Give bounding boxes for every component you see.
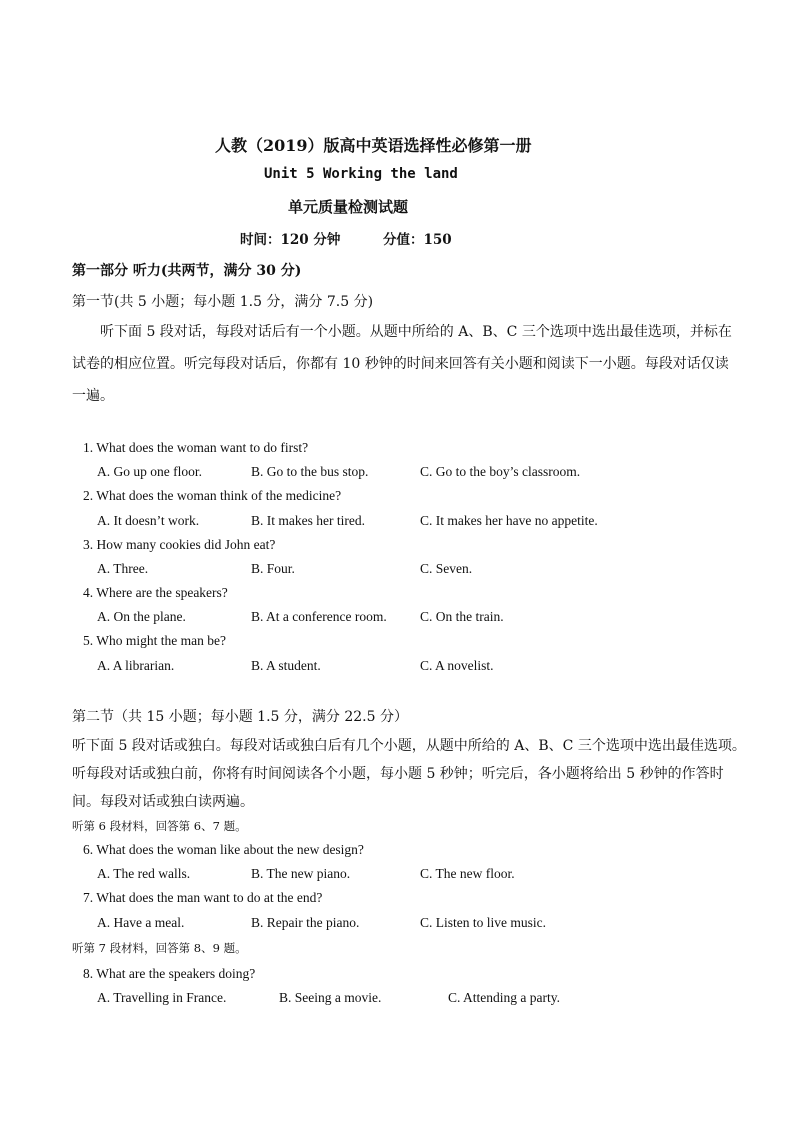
group-label: 听第 7 段材料，回答第 8、9 题。	[72, 941, 247, 955]
group-label: 听第 6 段材料，回答第 6、7 题。	[72, 819, 247, 833]
unit-title: Unit 5 Working the land	[264, 166, 458, 182]
part1-heading: 第一部分 听力(共两节，满分 30 分)	[72, 263, 302, 279]
option-c: C. It makes her have no appetite.	[420, 513, 598, 528]
question-text: 7. What does the man want to do at the end?	[83, 890, 323, 905]
option-c: C. Listen to live music.	[420, 915, 546, 930]
option-b: B. A student.	[251, 658, 321, 673]
option-a: A. Three.	[97, 561, 149, 576]
option-a: A. A librarian.	[97, 658, 175, 673]
option-c: C. On the train.	[420, 609, 504, 624]
exam-time: 时间：120 分钟	[240, 232, 341, 248]
section1-instruction-line: 听下面 5 段对话，每段对话后有一个小题。从题中所给的 A、B、C 三个选项中选出最佳选项，并标在	[100, 324, 732, 340]
question-text: 1. What does the woman want to do first?	[83, 440, 309, 455]
option-b: B. Seeing a movie.	[279, 990, 382, 1005]
option-a: A. It doesn’t work.	[97, 513, 200, 528]
option-c: C. Go to the boy’s classroom.	[420, 464, 581, 479]
option-a: A. Travelling in France.	[97, 990, 227, 1005]
question-text: 8. What are the speakers doing?	[83, 966, 256, 981]
option-c: C. The new floor.	[420, 866, 515, 881]
option-a: A. The red walls.	[97, 866, 191, 881]
option-b: B. Go to the bus stop.	[251, 464, 369, 479]
question-text: 3. How many cookies did John eat?	[83, 537, 276, 552]
section1-heading: 第一节(共 5 小题；每小题 1.5 分，满分 7.5 分)	[72, 294, 374, 310]
option-c: C. Attending a party.	[448, 990, 560, 1005]
section2-instruction-line: 听下面 5 段对话或独白。每段对话或独白后有几个小题，从题中所给的 A、B、C 三个选项中选出最佳选项。	[72, 738, 746, 754]
option-b: B. Four.	[251, 561, 295, 576]
option-c: C. A novelist.	[420, 658, 494, 673]
question-text: 5. Who might the man be?	[83, 633, 226, 648]
option-b: B. It makes her tired.	[251, 513, 365, 528]
exam-score: 分值：150	[383, 232, 452, 248]
section1-instruction-line: 一遍。	[72, 388, 114, 404]
option-b: B. Repair the piano.	[251, 915, 360, 930]
page-subtitle: 单元质量检测试题	[288, 198, 409, 216]
option-c: C. Seven.	[420, 561, 473, 576]
section2-heading: 第二节（共 15 小题；每小题 1.5 分，满分 22.5 分）	[72, 709, 408, 725]
option-a: A. On the plane.	[97, 609, 186, 624]
option-b: B. At a conference room.	[251, 609, 387, 624]
section1-instruction-line: 试卷的相应位置。听完每段对话后，你都有 10 秒钟的时间来回答有关小题和阅读下一小题。每段对话仅读	[72, 356, 729, 372]
question-text: 2. What does the woman think of the medicine?	[83, 488, 342, 503]
option-b: B. The new piano.	[251, 866, 351, 881]
page-title: 人教（2019）版高中英语选择性必修第一册	[215, 136, 532, 155]
section2-instruction-line: 听每段对话或独白前，你将有时间阅读各个小题，每小题 5 秒钟；听完后，各小题将给出 5 秒钟的作答时	[72, 766, 724, 782]
option-a: A. Have a meal.	[97, 915, 185, 930]
section2-instruction-line: 间。每段对话或独白读两遍。	[72, 794, 254, 810]
option-a: A. Go up one floor.	[97, 464, 202, 479]
question-text: 4. Where are the speakers?	[83, 585, 228, 600]
question-text: 6. What does the woman like about the new design?	[83, 842, 364, 857]
